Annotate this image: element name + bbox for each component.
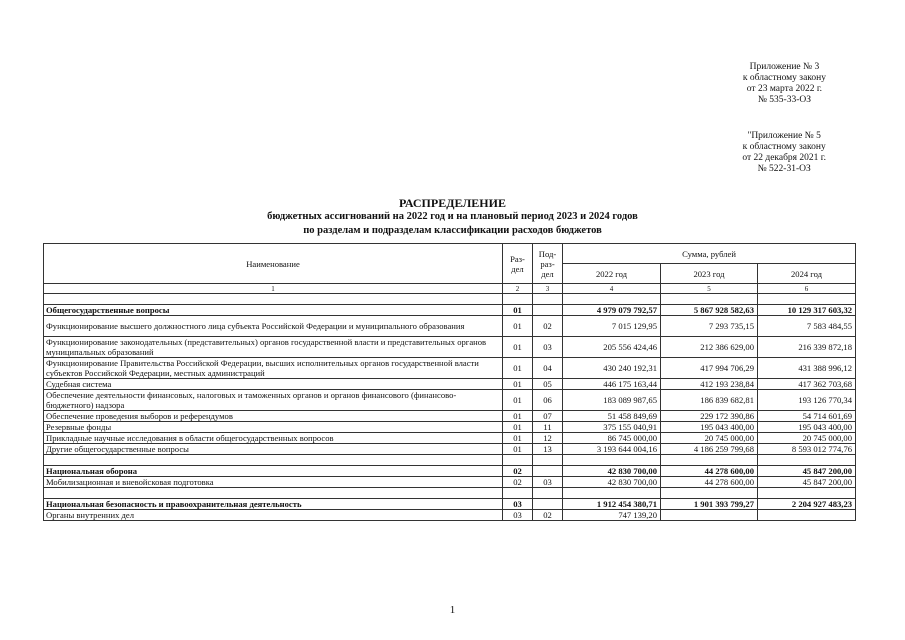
cell-razdel: 01 <box>503 358 533 379</box>
empty-cell <box>563 294 661 305</box>
cell-sum-2022: 205 556 424,46 <box>563 337 661 358</box>
table-row <box>44 433 856 444</box>
cell-sum-2023: 5 867 928 582,63 <box>661 305 758 316</box>
cell-sum-2023: 229 172 390,86 <box>661 411 758 422</box>
cell-sum-2022: 446 175 163,44 <box>563 379 661 390</box>
cell-podrazdel <box>533 305 563 316</box>
cell-sum-2024: 417 362 703,68 <box>758 379 856 390</box>
cell-razdel: 02 <box>503 477 533 488</box>
budget-table <box>43 243 856 521</box>
header-name: Наименование <box>44 244 503 284</box>
table-row <box>44 316 856 337</box>
cell-razdel: 01 <box>503 422 533 433</box>
col-num-4: 4 <box>563 284 661 294</box>
cell-sum-2023: 7 293 735,15 <box>661 316 758 337</box>
cell-name: Национальная оборона <box>44 466 503 477</box>
empty-cell <box>533 488 563 499</box>
table-row <box>44 337 856 358</box>
table-row <box>44 411 856 422</box>
section-row <box>44 499 856 510</box>
cell-sum-2024: 20 745 000,00 <box>758 433 856 444</box>
cell-podrazdel: 11 <box>533 422 563 433</box>
empty-cell <box>661 455 758 466</box>
cell-sum-2022: 183 089 987,65 <box>563 390 661 411</box>
header-razdel: Раз- дел <box>503 244 533 284</box>
cell-sum-2024: 45 847 200,00 <box>758 477 856 488</box>
col-num-5: 5 <box>661 284 758 294</box>
cell-razdel: 01 <box>503 433 533 444</box>
spacer-row <box>44 455 856 466</box>
cell-sum-2023: 195 043 400,00 <box>661 422 758 433</box>
table-row <box>44 444 856 455</box>
col-num-3: 3 <box>533 284 563 294</box>
cell-razdel: 01 <box>503 337 533 358</box>
cell-sum-2023: 4 186 259 799,68 <box>661 444 758 455</box>
cell-sum-2024: 431 388 996,12 <box>758 358 856 379</box>
cell-podrazdel: 12 <box>533 433 563 444</box>
empty-cell <box>503 294 533 305</box>
table-row <box>44 477 856 488</box>
cell-razdel: 01 <box>503 305 533 316</box>
header-sum: Сумма, рублей <box>563 244 856 264</box>
cell-name: Прикладные научные исследования в области общегосударственных вопросов <box>44 433 503 444</box>
note-line: "Приложение № 5 <box>747 131 821 141</box>
cell-name: Функционирование высшего должностного лица субъекта Российской Федерации и муниципального образования <box>44 316 503 337</box>
column-numbers-row <box>44 284 856 294</box>
note-line: Приложение № 3 <box>749 62 820 72</box>
cell-sum-2023: 20 745 000,00 <box>661 433 758 444</box>
cell-sum-2023: 44 278 600,00 <box>661 466 758 477</box>
header-podrazdel: Под- раз- дел <box>533 244 563 284</box>
cell-name: Обеспечение проведения выборов и референдумов <box>44 411 503 422</box>
cell-sum-2022: 86 745 000,00 <box>563 433 661 444</box>
document-title: РАСПРЕДЕЛЕНИЕ <box>399 196 506 210</box>
cell-name: Резервные фонды <box>44 422 503 433</box>
cell-sum-2024: 193 126 770,34 <box>758 390 856 411</box>
table-row <box>44 422 856 433</box>
cell-razdel: 01 <box>503 316 533 337</box>
cell-razdel: 01 <box>503 444 533 455</box>
cell-razdel: 01 <box>503 411 533 422</box>
cell-podrazdel: 02 <box>533 316 563 337</box>
cell-sum-2022: 375 155 040,91 <box>563 422 661 433</box>
cell-sum-2024: 45 847 200,00 <box>758 466 856 477</box>
note-line: от 23 марта 2022 г. <box>746 84 823 94</box>
cell-sum-2024: 216 339 872,18 <box>758 337 856 358</box>
empty-cell <box>533 294 563 305</box>
appendix-note-previous <box>742 131 826 175</box>
empty-cell <box>44 294 503 305</box>
cell-podrazdel: 02 <box>533 510 563 521</box>
cell-name: Функционирование законодательных (представительных) органов государственной власти и представительных органов муниципальных образований <box>44 337 503 358</box>
empty-cell <box>758 294 856 305</box>
section-row <box>44 466 856 477</box>
cell-podrazdel: 03 <box>533 337 563 358</box>
cell-razdel: 02 <box>503 466 533 477</box>
cell-sum-2023: 186 839 682,81 <box>661 390 758 411</box>
cell-sum-2024: 7 583 484,55 <box>758 316 856 337</box>
empty-cell <box>661 294 758 305</box>
spacer-row <box>44 294 856 305</box>
cell-podrazdel: 05 <box>533 379 563 390</box>
cell-name: Судебная система <box>44 379 503 390</box>
cell-name: Обеспечение деятельности финансовых, налоговых и таможенных органов и органов финансового (финансово-бюджетного) надзора <box>44 390 503 411</box>
cell-name: Общегосударственные вопросы <box>44 305 503 316</box>
page-number: 1 <box>449 604 456 616</box>
col-num-2: 2 <box>503 284 533 294</box>
cell-sum-2024: 8 593 012 774,76 <box>758 444 856 455</box>
cell-razdel: 03 <box>503 510 533 521</box>
cell-sum-2023: 417 994 706,29 <box>661 358 758 379</box>
appendix-note-current <box>743 62 826 106</box>
empty-cell <box>533 455 563 466</box>
cell-podrazdel: 13 <box>533 444 563 455</box>
cell-sum-2022: 747 139,20 <box>563 510 661 521</box>
cell-podrazdel: 06 <box>533 390 563 411</box>
cell-name: Национальная безопасность и правоохранительная деятельность <box>44 499 503 510</box>
header-year-2023: 2023 год <box>661 264 758 284</box>
cell-podrazdel: 07 <box>533 411 563 422</box>
empty-cell <box>758 488 856 499</box>
cell-sum-2024: 2 204 927 483,23 <box>758 499 856 510</box>
note-line: № 535-33-ОЗ <box>757 95 811 105</box>
cell-name: Функционирование Правительства Российской Федерации, высших исполнительных органов государственной власти субъектов Российской Федерации, местных администраций <box>44 358 503 379</box>
cell-podrazdel <box>533 499 563 510</box>
document-subtitle-2: по разделам и подразделам классификации расходов бюджетов <box>303 225 602 236</box>
cell-sum-2024: 54 714 601,69 <box>758 411 856 422</box>
empty-cell <box>758 455 856 466</box>
empty-cell <box>563 455 661 466</box>
spacer-row <box>44 488 856 499</box>
cell-sum-2023: 212 386 629,00 <box>661 337 758 358</box>
section-row <box>44 305 856 316</box>
note-line: № 522-31-ОЗ <box>757 164 811 174</box>
cell-sum-2022: 7 015 129,95 <box>563 316 661 337</box>
cell-sum-2022: 51 458 849,69 <box>563 411 661 422</box>
note-line: к областному закону <box>742 73 826 83</box>
cell-razdel: 03 <box>503 499 533 510</box>
table-body <box>44 294 856 521</box>
cell-sum-2024: 10 129 317 603,32 <box>758 305 856 316</box>
table-row <box>44 379 856 390</box>
cell-sum-2023: 412 193 238,84 <box>661 379 758 390</box>
cell-sum-2024: 195 043 400,00 <box>758 422 856 433</box>
cell-sum-2023 <box>661 510 758 521</box>
col-num-1: 1 <box>44 284 503 294</box>
cell-podrazdel <box>533 466 563 477</box>
cell-sum-2022: 430 240 192,31 <box>563 358 661 379</box>
note-line: от 22 декабря 2021 г. <box>742 153 826 163</box>
cell-sum-2022: 3 193 644 004,16 <box>563 444 661 455</box>
cell-sum-2024 <box>758 510 856 521</box>
table-row <box>44 510 856 521</box>
col-num-6: 6 <box>758 284 856 294</box>
cell-razdel: 01 <box>503 379 533 390</box>
cell-sum-2022: 42 830 700,00 <box>563 477 661 488</box>
cell-podrazdel: 04 <box>533 358 563 379</box>
header-year-2024: 2024 год <box>758 264 856 284</box>
cell-sum-2022: 1 912 454 380,71 <box>563 499 661 510</box>
cell-name: Другие общегосударственные вопросы <box>44 444 503 455</box>
empty-cell <box>44 455 503 466</box>
empty-cell <box>661 488 758 499</box>
cell-sum-2023: 1 901 393 799,27 <box>661 499 758 510</box>
cell-sum-2023: 44 278 600,00 <box>661 477 758 488</box>
empty-cell <box>563 488 661 499</box>
table-row <box>44 358 856 379</box>
document-subtitle-1: бюджетных ассигнований на 2022 год и на плановый период 2023 и 2024 годов <box>267 211 638 222</box>
cell-name: Мобилизационная и вневойсковая подготовка <box>44 477 503 488</box>
cell-sum-2022: 42 830 700,00 <box>563 466 661 477</box>
empty-cell <box>503 455 533 466</box>
table-row <box>44 390 856 411</box>
note-line: к областному закону <box>742 142 826 152</box>
cell-name: Органы внутренних дел <box>44 510 503 521</box>
cell-podrazdel: 03 <box>533 477 563 488</box>
header-year-2022: 2022 год <box>563 264 661 284</box>
cell-sum-2022: 4 979 079 792,57 <box>563 305 661 316</box>
empty-cell <box>44 488 503 499</box>
empty-cell <box>503 488 533 499</box>
cell-razdel: 01 <box>503 390 533 411</box>
